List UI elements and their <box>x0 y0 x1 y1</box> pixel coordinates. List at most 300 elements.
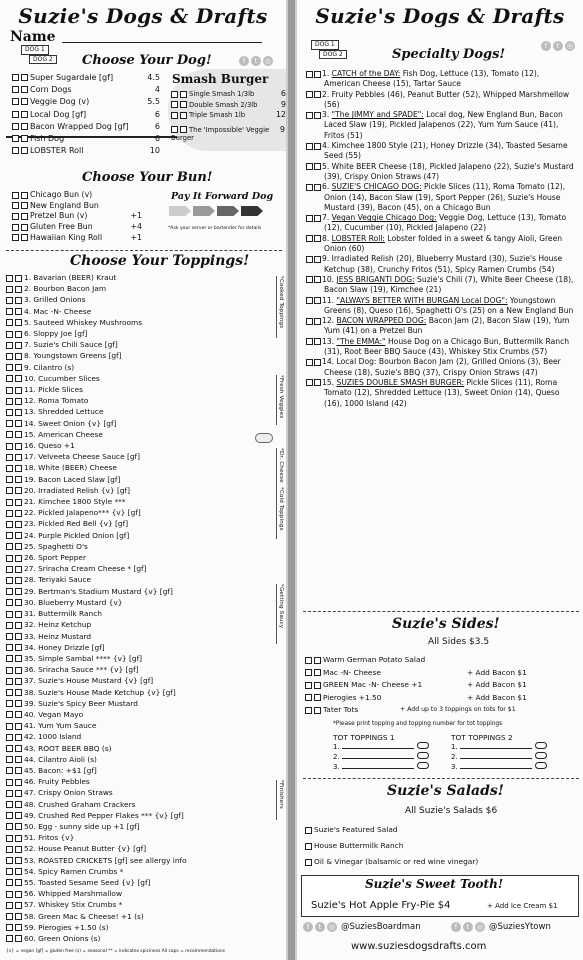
checkbox[interactable] <box>15 633 22 640</box>
checkbox[interactable] <box>6 846 13 853</box>
checkbox[interactable] <box>15 510 22 517</box>
checkbox[interactable] <box>6 924 13 931</box>
specialty-item[interactable] <box>302 357 577 378</box>
checkbox[interactable] <box>21 147 28 154</box>
specialty-item[interactable] <box>302 90 577 111</box>
checkbox[interactable] <box>15 779 22 786</box>
checkbox[interactable] <box>15 443 22 450</box>
checkbox[interactable] <box>15 846 22 853</box>
salad-item[interactable] <box>305 854 581 870</box>
checkbox[interactable] <box>305 859 312 866</box>
checkbox[interactable] <box>15 599 22 606</box>
side-item[interactable] <box>305 654 581 667</box>
checkbox[interactable] <box>306 338 313 345</box>
checkbox[interactable] <box>15 319 22 326</box>
topping-item[interactable] <box>6 474 271 485</box>
checkbox[interactable] <box>15 476 22 483</box>
checkbox[interactable] <box>21 135 28 142</box>
topping-item[interactable] <box>6 373 271 384</box>
checkbox[interactable] <box>15 420 22 427</box>
checkbox[interactable] <box>6 588 13 595</box>
checkbox[interactable] <box>15 868 22 875</box>
checkbox[interactable] <box>12 202 19 209</box>
side-item[interactable] <box>305 679 581 692</box>
specialty-item[interactable] <box>302 213 577 234</box>
specialty-item[interactable] <box>302 254 577 275</box>
topping-item[interactable] <box>6 843 271 854</box>
tot-line[interactable] <box>451 742 556 752</box>
topping-item[interactable] <box>6 350 271 361</box>
checkbox[interactable] <box>6 734 13 741</box>
checkbox[interactable] <box>6 599 13 606</box>
checkbox[interactable] <box>314 256 321 263</box>
topping-item[interactable] <box>6 608 271 619</box>
checkbox[interactable] <box>15 756 22 763</box>
dog-item[interactable] <box>12 133 160 145</box>
topping-item[interactable] <box>6 687 271 698</box>
checkbox[interactable] <box>6 689 13 696</box>
checkbox[interactable] <box>15 308 22 315</box>
checkbox[interactable] <box>15 655 22 662</box>
topping-item[interactable] <box>6 530 271 541</box>
checkbox[interactable] <box>15 487 22 494</box>
checkbox[interactable] <box>6 711 13 718</box>
topping-item[interactable] <box>6 272 271 283</box>
twitter-icon[interactable]: t <box>553 41 563 51</box>
checkbox[interactable] <box>6 633 13 640</box>
checkbox[interactable] <box>15 532 22 539</box>
checkbox[interactable] <box>15 566 22 573</box>
checkbox[interactable] <box>305 843 312 850</box>
checkbox[interactable] <box>6 375 13 382</box>
checkbox[interactable] <box>15 521 22 528</box>
facebook-icon[interactable]: f <box>303 922 313 932</box>
dog-item[interactable] <box>12 145 160 157</box>
checkbox[interactable] <box>21 123 28 130</box>
topping-item[interactable] <box>6 507 271 518</box>
checkbox[interactable] <box>314 707 321 714</box>
topping-item[interactable] <box>6 675 271 686</box>
topping-item[interactable] <box>6 754 271 765</box>
topping-item[interactable] <box>6 339 271 350</box>
specialty-item[interactable] <box>302 378 577 409</box>
checkbox[interactable] <box>6 297 13 304</box>
instagram-icon[interactable]: ◎ <box>566 42 574 50</box>
checkbox[interactable] <box>15 700 22 707</box>
checkbox[interactable] <box>180 112 187 119</box>
topping-item[interactable] <box>6 574 271 585</box>
facebook-icon[interactable]: f <box>239 56 249 66</box>
checkbox[interactable] <box>12 98 19 105</box>
checkbox[interactable] <box>6 879 13 886</box>
tot-number-blank[interactable] <box>535 752 547 759</box>
checkbox[interactable] <box>15 297 22 304</box>
checkbox[interactable] <box>314 71 321 78</box>
tot-blank[interactable] <box>460 758 532 759</box>
checkbox[interactable] <box>21 224 28 231</box>
topping-item[interactable] <box>6 429 271 440</box>
checkbox[interactable] <box>6 275 13 282</box>
tot-blank[interactable] <box>342 758 414 759</box>
tot-line[interactable] <box>333 762 438 772</box>
checkbox[interactable] <box>12 123 19 130</box>
topping-item[interactable] <box>6 832 271 843</box>
checkbox[interactable] <box>21 234 28 241</box>
checkbox[interactable] <box>21 111 28 118</box>
facebook-icon[interactable]: f <box>541 41 551 51</box>
checkbox[interactable] <box>15 935 22 942</box>
smash-item[interactable] <box>171 124 285 142</box>
checkbox[interactable] <box>314 163 321 170</box>
checkbox[interactable] <box>15 801 22 808</box>
checkbox[interactable] <box>314 694 321 701</box>
checkbox[interactable] <box>15 353 22 360</box>
specialty-item[interactable] <box>302 337 577 358</box>
topping-item[interactable] <box>6 563 271 574</box>
tot-number-blank[interactable] <box>535 762 547 769</box>
checkbox[interactable] <box>6 331 13 338</box>
checkbox[interactable] <box>15 431 22 438</box>
checkbox[interactable] <box>12 86 19 93</box>
tot-blank[interactable] <box>342 748 414 749</box>
topping-item[interactable] <box>6 306 271 317</box>
checkbox[interactable] <box>306 163 313 170</box>
smash-item[interactable] <box>171 89 286 100</box>
topping-item[interactable] <box>6 552 271 563</box>
topping-item[interactable] <box>6 406 271 417</box>
checkbox[interactable] <box>305 827 312 834</box>
checkbox[interactable] <box>15 375 22 382</box>
checkbox[interactable] <box>6 857 13 864</box>
topping-item[interactable] <box>6 418 271 429</box>
checkbox[interactable] <box>15 689 22 696</box>
checkbox[interactable] <box>15 823 22 830</box>
checkbox[interactable] <box>15 275 22 282</box>
checkbox[interactable] <box>6 387 13 394</box>
checkbox[interactable] <box>15 734 22 741</box>
bun-item[interactable] <box>12 211 142 222</box>
topping-item[interactable] <box>6 451 271 462</box>
checkbox[interactable] <box>6 543 13 550</box>
topping-item[interactable] <box>6 541 271 552</box>
checkbox[interactable] <box>6 510 13 517</box>
instagram-icon[interactable]: ◎ <box>328 923 336 931</box>
checkbox[interactable] <box>305 669 312 676</box>
twitter-icon[interactable]: t <box>315 922 325 932</box>
dog-item[interactable] <box>12 109 160 121</box>
checkbox[interactable] <box>306 379 313 386</box>
checkbox[interactable] <box>306 71 313 78</box>
topping-item[interactable] <box>6 362 271 373</box>
checkbox[interactable] <box>306 276 313 283</box>
checkbox[interactable] <box>314 91 321 98</box>
topping-item[interactable] <box>6 283 271 294</box>
checkbox[interactable] <box>15 555 22 562</box>
topping-item[interactable] <box>6 743 271 754</box>
checkbox[interactable] <box>314 276 321 283</box>
checkbox[interactable] <box>6 611 13 618</box>
checkbox[interactable] <box>12 147 19 154</box>
bun-item[interactable] <box>12 201 142 212</box>
checkbox[interactable] <box>15 331 22 338</box>
checkbox[interactable] <box>6 409 13 416</box>
topping-item[interactable] <box>6 877 271 888</box>
checkbox[interactable] <box>6 476 13 483</box>
checkbox[interactable] <box>314 184 321 191</box>
checkbox[interactable] <box>306 184 313 191</box>
checkbox[interactable] <box>171 101 178 108</box>
checkbox[interactable] <box>15 543 22 550</box>
checkbox[interactable] <box>6 644 13 651</box>
checkbox[interactable] <box>314 657 321 664</box>
checkbox[interactable] <box>15 577 22 584</box>
checkbox[interactable] <box>6 342 13 349</box>
checkbox[interactable] <box>15 454 22 461</box>
checkbox[interactable] <box>306 91 313 98</box>
checkbox[interactable] <box>15 588 22 595</box>
checkbox[interactable] <box>15 611 22 618</box>
facebook-icon[interactable]: f <box>451 922 461 932</box>
checkbox[interactable] <box>6 790 13 797</box>
salad-item[interactable] <box>305 838 581 854</box>
checkbox[interactable] <box>6 286 13 293</box>
checkbox[interactable] <box>6 465 13 472</box>
specialty-item[interactable] <box>302 141 577 162</box>
topping-item[interactable] <box>6 597 271 608</box>
topping-item[interactable] <box>6 765 271 776</box>
checkbox[interactable] <box>15 723 22 730</box>
checkbox[interactable] <box>6 364 13 371</box>
checkbox[interactable] <box>15 902 22 909</box>
checkbox[interactable] <box>306 112 313 119</box>
checkbox[interactable] <box>15 891 22 898</box>
checkbox[interactable] <box>6 902 13 909</box>
bun-item[interactable] <box>12 222 142 233</box>
checkbox[interactable] <box>314 215 321 222</box>
checkbox[interactable] <box>6 353 13 360</box>
topping-item[interactable] <box>6 664 271 675</box>
topping-item[interactable] <box>6 328 271 339</box>
checkbox[interactable] <box>15 711 22 718</box>
smash-item[interactable] <box>171 100 286 111</box>
topping-item[interactable] <box>6 776 271 787</box>
topping-item[interactable] <box>6 462 271 473</box>
checkbox[interactable] <box>15 409 22 416</box>
handle-ytown[interactable]: @SuziesYtown <box>489 922 551 932</box>
checkbox[interactable] <box>15 667 22 674</box>
specialty-item[interactable] <box>302 234 577 255</box>
checkbox[interactable] <box>6 913 13 920</box>
checkbox[interactable] <box>21 202 28 209</box>
bun-item[interactable] <box>12 233 142 244</box>
topping-item[interactable] <box>6 899 271 910</box>
checkbox[interactable] <box>6 678 13 685</box>
checkbox[interactable] <box>15 812 22 819</box>
checkbox[interactable] <box>21 213 28 220</box>
checkbox[interactable] <box>6 812 13 819</box>
checkbox[interactable] <box>15 622 22 629</box>
specialty-item[interactable] <box>302 316 577 337</box>
specialty-item[interactable] <box>302 69 577 90</box>
checkbox[interactable] <box>306 359 313 366</box>
name-field[interactable] <box>62 42 262 43</box>
checkbox[interactable] <box>180 91 187 98</box>
checkbox[interactable] <box>305 707 312 714</box>
checkbox[interactable] <box>314 359 321 366</box>
tot-line[interactable] <box>451 762 556 772</box>
checkbox[interactable] <box>6 555 13 562</box>
checkbox[interactable] <box>6 577 13 584</box>
topping-item[interactable] <box>6 294 271 305</box>
checkbox[interactable] <box>6 835 13 842</box>
topping-item[interactable] <box>6 787 271 798</box>
topping-item[interactable] <box>6 799 271 810</box>
topping-item[interactable] <box>6 518 271 529</box>
website[interactable]: www.suziesdogsdrafts.com <box>351 941 487 952</box>
checkbox[interactable] <box>305 694 312 701</box>
checkbox[interactable] <box>6 801 13 808</box>
topping-item[interactable] <box>6 709 271 720</box>
tot-line[interactable] <box>333 742 438 752</box>
checkbox[interactable] <box>306 318 313 325</box>
handle-boardman[interactable]: @SuziesBoardman <box>341 922 421 932</box>
checkbox[interactable] <box>6 398 13 405</box>
tot-blank[interactable] <box>460 748 532 749</box>
side-item[interactable] <box>305 667 581 680</box>
topping-item[interactable] <box>6 911 271 922</box>
checkbox[interactable] <box>15 342 22 349</box>
checkbox[interactable] <box>6 723 13 730</box>
topping-item[interactable] <box>6 317 271 328</box>
checkbox[interactable] <box>6 667 13 674</box>
checkbox[interactable] <box>314 379 321 386</box>
checkbox[interactable] <box>6 767 13 774</box>
topping-item[interactable] <box>6 720 271 731</box>
checkbox[interactable] <box>15 879 22 886</box>
checkbox[interactable] <box>15 398 22 405</box>
checkbox[interactable] <box>6 454 13 461</box>
topping-item[interactable] <box>6 619 271 630</box>
checkbox[interactable] <box>6 700 13 707</box>
checkbox[interactable] <box>6 319 13 326</box>
checkbox[interactable] <box>6 566 13 573</box>
checkbox[interactable] <box>6 499 13 506</box>
specialty-item[interactable] <box>302 162 577 183</box>
side-item[interactable] <box>305 704 581 717</box>
checkbox[interactable] <box>15 678 22 685</box>
checkbox[interactable] <box>15 644 22 651</box>
checkbox[interactable] <box>314 338 321 345</box>
checkbox[interactable] <box>171 126 178 133</box>
smash-item[interactable] <box>171 110 286 121</box>
checkbox[interactable] <box>15 857 22 864</box>
tot-line[interactable] <box>333 752 438 762</box>
checkbox[interactable] <box>12 135 19 142</box>
checkbox[interactable] <box>6 891 13 898</box>
checkbox[interactable] <box>306 143 313 150</box>
tot-number-blank[interactable] <box>417 762 429 769</box>
checkbox[interactable] <box>6 420 13 427</box>
checkbox[interactable] <box>306 235 313 242</box>
checkbox[interactable] <box>314 112 321 119</box>
side-item[interactable] <box>305 692 581 705</box>
checkbox[interactable] <box>12 74 19 81</box>
tot-blank[interactable] <box>460 768 532 769</box>
checkbox[interactable] <box>305 657 312 664</box>
dog-item[interactable] <box>12 84 160 96</box>
checkbox[interactable] <box>314 143 321 150</box>
checkbox[interactable] <box>171 112 178 119</box>
dog-item[interactable] <box>12 121 160 133</box>
checkbox[interactable] <box>6 745 13 752</box>
specialty-item[interactable] <box>302 182 577 213</box>
checkbox[interactable] <box>15 790 22 797</box>
checkbox[interactable] <box>314 297 321 304</box>
checkbox[interactable] <box>15 745 22 752</box>
checkbox[interactable] <box>15 286 22 293</box>
checkbox[interactable] <box>6 756 13 763</box>
checkbox[interactable] <box>6 308 13 315</box>
checkbox[interactable] <box>6 779 13 786</box>
checkbox[interactable] <box>15 924 22 931</box>
checkbox[interactable] <box>180 126 187 133</box>
checkbox[interactable] <box>306 297 313 304</box>
topping-item[interactable] <box>6 731 271 742</box>
specialty-item[interactable] <box>302 275 577 296</box>
checkbox[interactable] <box>6 431 13 438</box>
twitter-icon[interactable]: t <box>251 56 261 66</box>
topping-item[interactable] <box>6 933 271 944</box>
tot-number-blank[interactable] <box>535 742 547 749</box>
tot-number-blank[interactable] <box>417 742 429 749</box>
topping-item[interactable] <box>6 631 271 642</box>
topping-item[interactable] <box>6 698 271 709</box>
checkbox[interactable] <box>12 213 19 220</box>
checkbox[interactable] <box>6 443 13 450</box>
checkbox[interactable] <box>12 192 19 199</box>
checkbox[interactable] <box>314 669 321 676</box>
topping-item[interactable] <box>6 821 271 832</box>
checkbox[interactable] <box>21 86 28 93</box>
checkbox[interactable] <box>314 235 321 242</box>
checkbox[interactable] <box>15 835 22 842</box>
checkbox[interactable] <box>15 767 22 774</box>
checkbox[interactable] <box>6 487 13 494</box>
topping-item[interactable] <box>6 866 271 877</box>
checkbox[interactable] <box>12 234 19 241</box>
instagram-icon[interactable]: ◎ <box>476 923 484 931</box>
checkbox[interactable] <box>15 387 22 394</box>
checkbox[interactable] <box>306 215 313 222</box>
bun-item[interactable] <box>12 190 142 201</box>
tot-line[interactable] <box>451 752 556 762</box>
checkbox[interactable] <box>314 318 321 325</box>
checkbox[interactable] <box>6 521 13 528</box>
checkbox[interactable] <box>12 111 19 118</box>
checkbox[interactable] <box>12 224 19 231</box>
topping-item[interactable] <box>6 855 271 866</box>
checkbox[interactable] <box>305 682 312 689</box>
topping-item[interactable] <box>6 810 271 821</box>
topping-item[interactable] <box>6 496 271 507</box>
checkbox[interactable] <box>171 91 178 98</box>
checkbox[interactable] <box>6 823 13 830</box>
specialty-item[interactable] <box>302 110 577 141</box>
dog-item[interactable] <box>12 72 160 84</box>
topping-item[interactable] <box>6 586 271 597</box>
topping-item[interactable] <box>6 642 271 653</box>
checkbox[interactable] <box>21 98 28 105</box>
